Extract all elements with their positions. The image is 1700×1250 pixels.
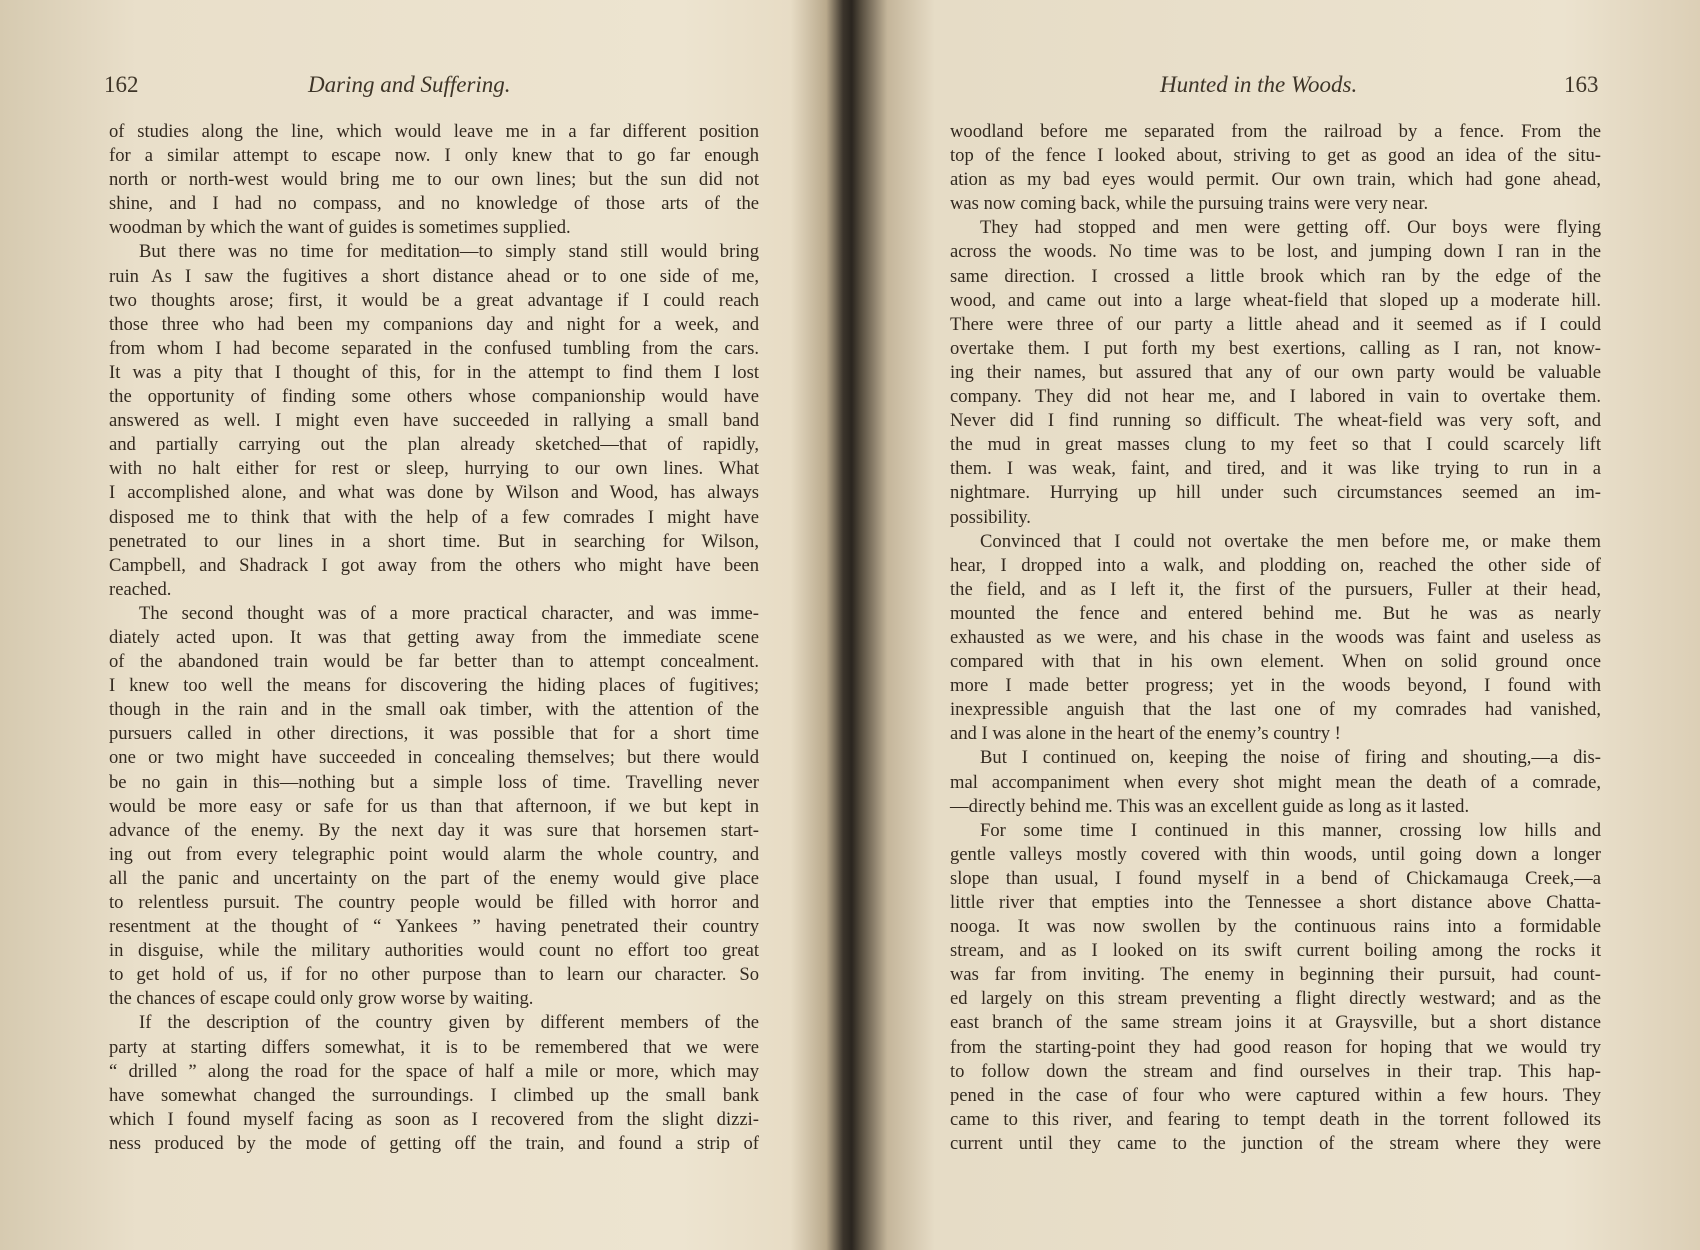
text-line: mounted the fence and entered behind me. But he was as nearly — [950, 602, 1601, 624]
text-line: overtake them. I put forth my best exertions, calling as I ran, not know- — [950, 337, 1601, 359]
text-line: ation as my bad eyes would permit. Our own train, which had gone ahead, — [950, 169, 1601, 191]
text-line: one or two might have succeeded in concealing themselves; but there would — [109, 747, 759, 769]
text-line: slope than usual, I found myself in a bend of Chickamauga Creek,—a — [950, 867, 1601, 889]
text-line: Never did I find running so difficult. The wheat-field was very soft, and — [950, 410, 1601, 432]
text-line: across the woods. No time was to be lost, and jumping down I ran in the — [950, 241, 1601, 263]
text-line: ed largely on this stream preventing a flight directly westward; and as the — [950, 988, 1601, 1010]
text-line: north or north-west would bring me to our own lines; but the sun did not — [109, 169, 759, 191]
text-line: mal accompaniment when every shot might mean the death of a comrade, — [950, 771, 1601, 793]
text-line: possibility. — [950, 506, 1031, 528]
text-line: exhausted as we were, and his chase in the woods was faint and useless as — [950, 626, 1601, 648]
text-line: gentle valleys mostly covered with thin woods, until going down a longer — [950, 843, 1601, 865]
text-line: came to this river, and fearing to tempt death in the torrent followed its — [950, 1108, 1601, 1130]
text-line: compared with that in his own element. When on solid ground once — [950, 651, 1601, 673]
text-line: the mud in great masses clung to my feet so that I could scarcely lift — [950, 434, 1601, 456]
text-line: current until they came to the junction of the stream where they were — [950, 1132, 1601, 1154]
text-line: two thoughts arose; first, it would be a great advantage if I could reach — [109, 289, 759, 311]
text-line: top of the fence I looked about, striving to get as good an idea of the situ- — [950, 145, 1601, 167]
text-line: But I continued on, keeping the noise of firing and shouting,—a dis- — [980, 747, 1601, 769]
text-line: and partially carrying out the plan already sketched—that of rapidly, — [109, 434, 759, 456]
text-line: But there was no time for meditation—to simply stand still would bring — [139, 241, 759, 263]
text-line: was far from inviting. The enemy in beginning their pursuit, had count- — [950, 964, 1601, 986]
text-line: the opportunity of finding some others whose companionship would have — [109, 386, 759, 408]
text-line: The second thought was of a more practical character, and was imme- — [139, 602, 759, 624]
text-line: little river that empties into the Tennessee a short distance above Chatta- — [950, 892, 1601, 913]
text-line: inexpressible anguish that the last one of my comrades had vanished, — [950, 699, 1601, 721]
text-line: I knew too well the means for discovering the hiding places of fugitives; — [109, 675, 759, 697]
text-line: pursuers called in other directions, it was possible that for a short time — [109, 723, 759, 745]
text-line: —directly behind me. This was an excellent guide as long as it lasted. — [950, 795, 1470, 817]
text-line: which I found myself facing as soon as I recovered from the slight dizzi- — [109, 1108, 759, 1130]
right-page — [858, 0, 1700, 1250]
text-line: stream, and as I looked on its swift current boiling among the rocks it — [950, 940, 1601, 962]
text-line: Campbell, and Shadrack I got away from the others who might have been — [109, 554, 759, 576]
text-line: to follow down the stream and find ourselves in their trap. This hap- — [950, 1060, 1601, 1082]
text-line: nightmare. Hurrying up hill under such circumstances seemed an im- — [950, 482, 1601, 504]
text-line: hear, I dropped into a walk, and plodding on, reached the other side of — [950, 554, 1601, 576]
text-line: pened in the case of four who were captured within a few hours. They — [950, 1084, 1601, 1106]
right-page-number: 163 — [1564, 72, 1599, 97]
text-line: It was a pity that I thought of this, for in the attempt to find them I lost — [109, 361, 759, 383]
text-line: ing their names, but assured that any of our own party would be valuable — [950, 361, 1601, 383]
text-line: and I was alone in the heart of the enemy’s country ! — [950, 723, 1341, 745]
text-line: same direction. I crossed a little brook which ran by the edge of the — [950, 265, 1601, 287]
text-line: answered as well. I might even have succeeded in rallying a small band — [109, 410, 759, 432]
text-line: shine, and I had no compass, and no knowledge of those arts of the — [109, 193, 759, 215]
right-running-title: Hunted in the Woods. — [1160, 72, 1358, 97]
text-line: For some time I continued in this manner, crossing low hills and — [980, 819, 1601, 841]
text-line: diately acted upon. It was that getting away from the immediate scene — [109, 626, 759, 648]
text-line: was now coming back, while the pursuing trains were very near. — [950, 193, 1429, 215]
text-line: woodman by which the want of guides is sometimes supplied. — [109, 217, 571, 239]
text-line: reached. — [109, 578, 172, 600]
text-line: for a similar attempt to escape now. I only knew that to go far enough — [109, 145, 759, 167]
text-line: company. They did not hear me, and I labored in vain to overtake them. — [950, 386, 1601, 408]
text-line: with no halt either for rest or sleep, hurrying to our own lines. What — [109, 458, 759, 480]
text-line: penetrated to our lines in a short time. But in searching for Wilson, — [109, 530, 759, 552]
text-line: to get hold of us, if for no other purpose than to learn our character. So — [109, 964, 759, 986]
text-line: to relentless pursuit. The country people would be filled with horror and — [109, 892, 759, 913]
text-line: ness produced by the mode of getting off the train, and found a strip of — [109, 1132, 759, 1154]
text-line: There were three of our party a little ahead and it seemed as if I could — [950, 313, 1601, 335]
text-line: I accomplished alone, and what was done by Wilson and Wood, has always — [109, 482, 759, 504]
text-line: woodland before me separated from the railroad by a fence. From the — [950, 121, 1601, 142]
text-line: all the panic and uncertainty on the part of the enemy would give place — [109, 867, 759, 889]
left-page-number: 162 — [104, 72, 139, 97]
text-line: ing out from every telegraphic point would alarm the whole country, and — [109, 843, 759, 865]
text-line: the chances of escape could only grow worse by waiting. — [109, 988, 534, 1010]
left-page-body — [109, 120, 759, 1156]
text-line: advance of the enemy. By the next day it was sure that horsemen start- — [109, 819, 759, 841]
right-page-header — [858, 72, 1700, 112]
left-page — [0, 0, 840, 1250]
left-running-title: Daring and Suffering. — [308, 72, 511, 97]
right-page-body — [950, 120, 1601, 1156]
text-line: from the starting-point they had good reason for hoping that we would try — [950, 1036, 1601, 1058]
text-line: of studies along the line, which would leave me in a far different position — [109, 121, 759, 142]
text-line: ruin As I saw the fugitives a short distance ahead or to one side of me, — [109, 265, 759, 287]
text-line: disposed me to think that with the help of a few comrades I might have — [109, 506, 759, 528]
text-line: They had stopped and men were getting off. Our boys were flying — [980, 217, 1601, 239]
text-line: in disguise, while the military authorities would count no effort too great — [109, 940, 759, 962]
text-line: have somewhat changed the surroundings. I climbed up the small bank — [109, 1084, 759, 1106]
text-line: them. I was weak, faint, and tired, and it was like trying to run in a — [950, 458, 1601, 480]
text-line: If the description of the country given by different members of the — [139, 1012, 759, 1034]
text-line: wood, and came out into a large wheat-field that sloped up a moderate hill. — [950, 289, 1601, 311]
text-line: nooga. It was now swollen by the continuous rains into a formidable — [950, 916, 1601, 938]
text-line: of the abandoned train would be far better than to attempt concealment. — [109, 651, 759, 673]
text-line: from whom I had become separated in the confused tumbling from the cars. — [109, 337, 759, 359]
text-line: the field, and as I left it, the first of the pursuers, Fuller at their head, — [950, 578, 1601, 600]
text-line: be no gain in this—nothing but a simple loss of time. Travelling never — [109, 771, 759, 793]
text-line: east branch of the same stream joins it at Graysville, but a short distance — [950, 1012, 1601, 1034]
text-line: though in the rain and in the small oak timber, with the attention of the — [109, 699, 759, 721]
left-page-header — [0, 72, 840, 112]
text-line: resentment at the thought of “ Yankees ” having penetrated their country — [109, 916, 759, 938]
text-line: those three who had been my companions day and night for a week, and — [109, 313, 759, 335]
text-line: “ drilled ” along the road for the space of half a mile or more, which may — [109, 1060, 759, 1082]
text-line: party at starting differs somewhat, it is to be remembered that we were — [109, 1036, 759, 1058]
text-line: Convinced that I could not overtake the men before me, or make them — [980, 530, 1601, 552]
text-line: more I made better progress; yet in the woods beyond, I found with — [950, 675, 1601, 697]
text-line: would be more easy or safe for us than that afternoon, if we but kept in — [109, 795, 759, 817]
